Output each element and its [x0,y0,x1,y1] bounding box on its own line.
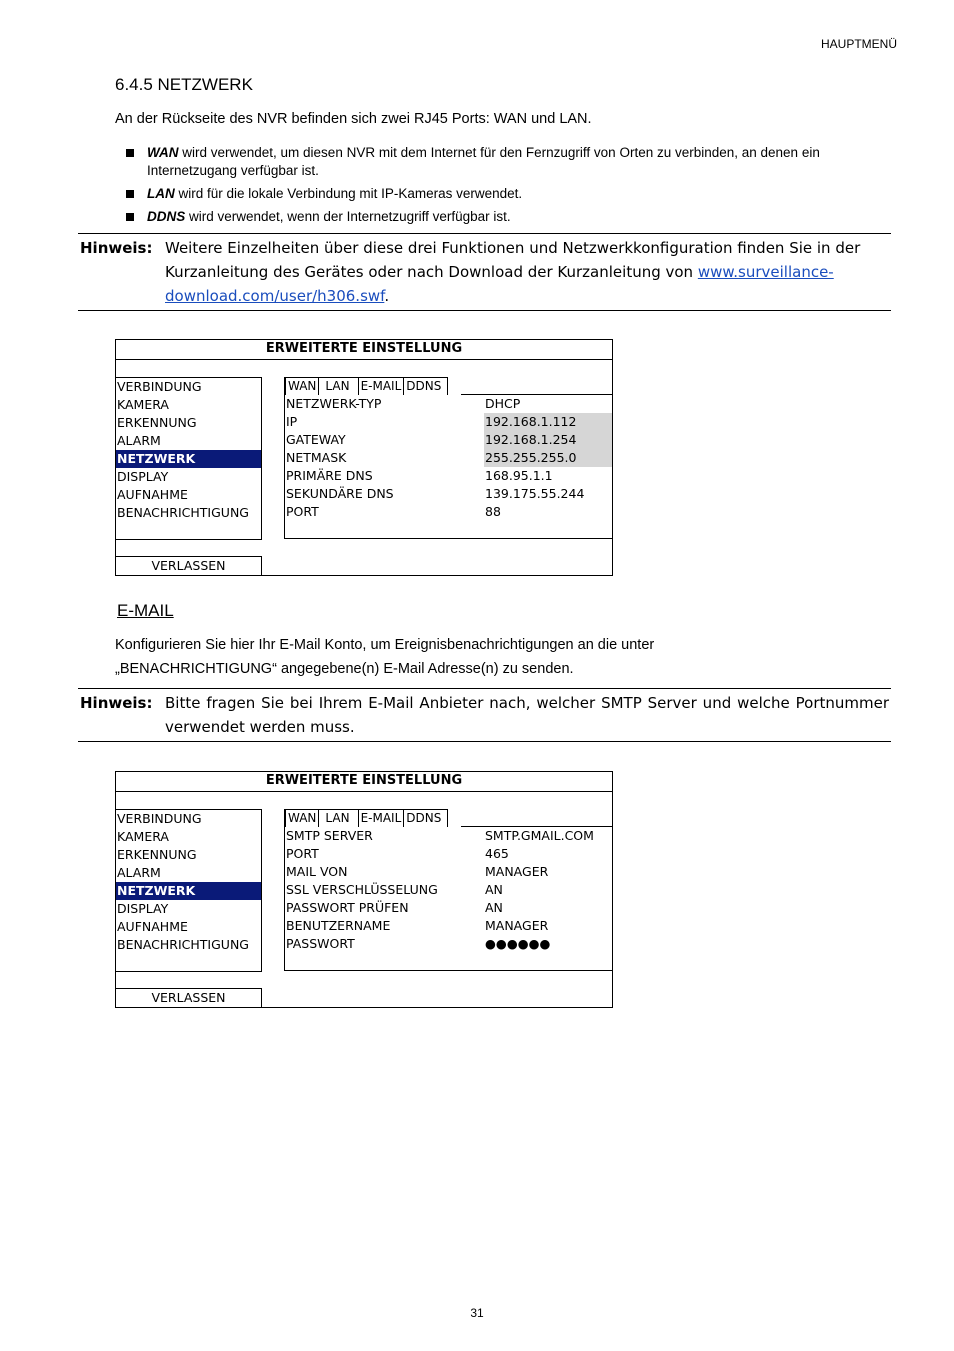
setting-row[interactable] [285,467,612,485]
setting-row[interactable] [285,485,612,503]
menu-item-erkennung[interactable]: ERKENNUNG [117,415,197,430]
note-text: Bitte fragen Sie bei Ihrem E-Mail Anbieter nach, welcher SMTP Server und welche Portnummer verwendet werden muss. [165,694,889,736]
setting-row[interactable] [285,899,612,917]
email-heading: E-MAIL [117,601,174,620]
setting-key: NETZWERK-TYP [286,396,382,411]
setting-row[interactable] [285,935,612,953]
bullet-text: wird verwendet, wenn der Internetzugriff verfügbar ist. [185,209,511,224]
bullet-square-icon [126,149,134,157]
setting-key: SEKUNDÄRE DNS [286,486,394,501]
setting-key: IP [286,414,298,429]
setting-value[interactable]: SMTP.GMAIL.COM [485,828,594,843]
bullet-text: wird für die lokale Verbindung mit IP-Kameras verwendet. [174,186,523,201]
email-settings-screen [115,771,613,1008]
network-settings-screen [115,339,613,576]
section-title: 6.4.5 NETZWERK [115,75,253,94]
menu-item-display[interactable]: DISPLAY [117,469,169,484]
settings-rows [285,395,612,521]
setting-row[interactable] [285,845,612,863]
setting-key: MAIL VON [286,864,348,879]
tab-ddns[interactable]: DDNS [403,809,448,827]
menu-item-kamera[interactable]: KAMERA [117,397,169,412]
setting-value[interactable]: 192.168.1.254 [484,431,612,449]
page-number: 31 [470,1306,484,1320]
exit-button[interactable]: VERLASSEN [116,556,262,575]
note-text: Weitere Einzelheiten über diese drei Funktionen und Netzwerkkonfiguration finden Sie in der Kurzanleitung des Gerätes oder nach Download der Kurzanleitung von [165,239,861,281]
menu-item-verbindung[interactable]: VERBINDUNG [117,379,202,394]
setting-row[interactable] [285,395,612,413]
menu-item-benachrichtigung[interactable]: BENACHRICHTIGUNG [117,505,249,520]
setting-key: GATEWAY [286,432,346,447]
menu-item-netzwerk[interactable]: NETZWERK [116,450,261,468]
setting-value[interactable]: 88 [485,504,501,519]
bullet-square-icon [126,213,134,221]
setting-key: PRIMÄRE DNS [286,468,373,483]
header-section-label: HAUPTMENÜ [820,37,897,51]
download-link[interactable]: www.surveillance-download.com/user/h306.swf [165,263,834,305]
tab-lan[interactable]: LAN [318,809,358,827]
screen-title: ERWEITERTE EINSTELLUNG [116,772,612,792]
tab-ddns[interactable]: DDNS [403,377,448,395]
tab-bar [285,377,447,395]
bullet-term: LAN [147,186,175,201]
bullet-ddns [126,208,886,226]
setting-value[interactable]: 255.255.255.0 [484,449,612,467]
note-text-block [165,236,889,308]
bullet-square-icon [126,190,134,198]
setting-value[interactable]: 465 [485,846,509,861]
exit-button[interactable]: VERLASSEN [116,988,262,1007]
bullet-text: wird verwendet, um diesen NVR mit dem Internet für den Fernzugriff von Orten zu verbinden, an denen ein Internetzugang verfügbar ist. [147,145,820,178]
menu-item-kamera[interactable]: KAMERA [117,829,169,844]
menu-item-aufnahme[interactable]: AUFNAHME [117,487,188,502]
setting-key: PORT [286,846,319,861]
note-label: Hinweis: [80,694,153,712]
setting-value[interactable]: 139.175.55.244 [485,486,585,501]
settings-menu [116,377,262,540]
email-paragraph-line1: Konfigurieren Sie hier Ihr E-Mail Konto, um Ereignisbenachrichtigungen an die unter [115,637,655,653]
settings-rows [285,827,612,953]
setting-value[interactable]: MANAGER [485,864,549,879]
menu-item-alarm[interactable]: ALARM [117,433,161,448]
setting-key: PORT [286,504,319,519]
note-after: . [384,287,390,305]
setting-value[interactable]: AN [485,882,503,897]
setting-row[interactable] [285,917,612,935]
setting-key: BENUTZERNAME [286,918,391,933]
note-email [78,688,891,742]
setting-value[interactable]: 192.168.1.112 [484,413,612,431]
setting-row[interactable] [285,449,612,467]
bullet-wan [126,144,886,180]
setting-row[interactable] [285,863,612,881]
setting-value[interactable]: 168.95.1.1 [485,468,553,483]
setting-row[interactable] [285,881,612,899]
menu-item-benachrichtigung[interactable]: BENACHRICHTIGUNG [117,937,249,952]
settings-content [284,377,612,539]
bullet-lan [126,185,886,203]
menu-item-display[interactable]: DISPLAY [117,901,169,916]
setting-key: PASSWORT PRÜFEN [286,900,409,915]
menu-item-aufnahme[interactable]: AUFNAHME [117,919,188,934]
setting-key: SMTP SERVER [286,828,373,843]
setting-value[interactable]: DHCP [485,396,521,411]
tab-wan[interactable]: WAN [285,377,319,395]
email-paragraph-line2: „BENACHRICHTIGUNG“ angegebene(n) E-Mail Adresse(n) zu senden. [115,661,574,677]
settings-menu [116,809,262,972]
settings-content [284,809,612,971]
setting-value[interactable]: MANAGER [485,918,549,933]
setting-value[interactable]: ●●●●●● [485,936,551,951]
tab-bar [285,809,447,827]
note-label: Hinweis: [80,239,153,257]
setting-row[interactable] [285,827,612,845]
setting-row[interactable] [285,503,612,521]
tab-email[interactable]: E-MAIL [358,809,405,827]
note-network [78,233,891,311]
tab-email[interactable]: E-MAIL [358,377,405,395]
intro-paragraph: An der Rückseite des NVR befinden sich zwei RJ45 Ports: WAN und LAN. [115,111,592,127]
setting-value[interactable]: AN [485,900,503,915]
tab-lan[interactable]: LAN [318,377,358,395]
setting-key: NETMASK [286,450,347,465]
bullet-list [126,144,886,231]
menu-item-verbindung[interactable]: VERBINDUNG [117,811,202,826]
screen-title: ERWEITERTE EINSTELLUNG [116,340,612,360]
setting-row[interactable] [285,413,612,431]
menu-item-erkennung[interactable]: ERKENNUNG [117,847,197,862]
menu-item-netzwerk[interactable]: NETZWERK [116,882,261,900]
tab-wan[interactable]: WAN [285,809,319,827]
setting-key: SSL VERSCHLÜSSELUNG [286,882,438,897]
setting-key: PASSWORT [286,936,355,951]
menu-item-alarm[interactable]: ALARM [117,865,161,880]
bullet-term: DDNS [147,209,186,224]
bullet-term: WAN [147,145,179,160]
setting-row[interactable] [285,431,612,449]
